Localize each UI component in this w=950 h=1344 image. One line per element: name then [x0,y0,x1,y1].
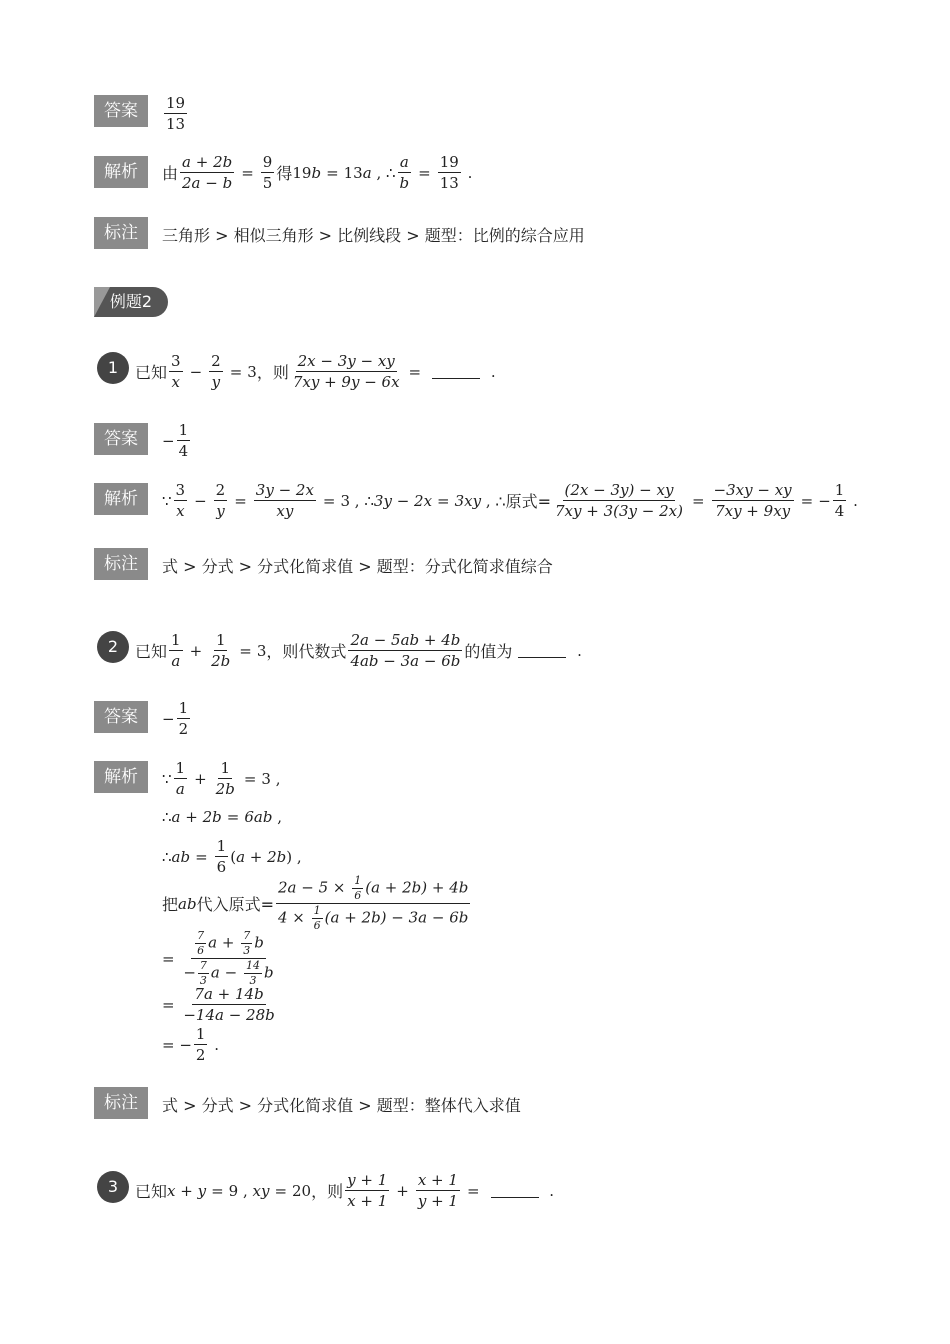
analysis-step-7: = − $\frac{1}{2}$ . [162,1025,219,1064]
analysis-label: 解析 [94,483,148,515]
question-number-3: 3 [97,1171,129,1203]
answer-blank[interactable] [432,364,480,379]
question-2-text: 已知 $\frac{1}{a}$ + $\frac{1}{2b}$ = 3 ，则代数式 $\frac{2a - 5ab + 4b}{4ab - 3a - 6b}$ 的值为 . [135,631,582,670]
tag-label: 标注 [94,548,148,580]
tag-text: 式 > 分式 > 分式化简求值 > 题型：分式化简求值综合 [162,557,553,576]
analysis-content: 由 $\frac{a + 2b}{2a - b}$ = $\frac{9}{5}$ 得 19 b = 13 a , ∴ $\frac{a}{b}$ = $\frac{19}{13}$ . [162,153,473,192]
tag-label: 标注 [94,1087,148,1119]
tag-text: 式 > 分式 > 分式化简求值 > 题型：整体代入求值 [162,1096,521,1115]
question-1-text: 已知 $\frac{3}{x}$ − $\frac{2}{y}$ = 3 ，则 $\frac{2x - 3y - xy}{7xy + 9y - 6x}$ = . [135,352,496,391]
question-number-2: 2 [97,631,129,663]
analysis-step-2: ∴ a + 2b = 6ab , [162,808,282,826]
answer-value: $\frac{19}{13}$ [166,94,186,133]
analysis-step-1: ∵ $\frac{1}{a}$ + $\frac{1}{2b}$ = 3 , [162,759,281,798]
question-number-1: 1 [97,352,129,384]
answer-value: − $\frac{1}{4}$ [162,421,189,460]
analysis-label: 解析 [94,761,148,793]
analysis-label: 解析 [94,156,148,188]
analysis-step-3: ∴ ab = $\frac{1}{6}$ ( a + 2b ) , [162,837,302,876]
analysis-step-5: = $\frac{7}{6}$ a + $\frac{7}{3}$ b − $\frac{7}{3}$ a − $\frac{14}{3}$ b [162,929,274,987]
answer-blank[interactable] [491,1183,539,1198]
tag-label: 标注 [94,217,148,249]
question-3-text: 已知 x + y = 9 , xy = 20 ，则 $\frac{y + 1}{x + 1}$ + $\frac{x + 1}{y + 1}$ = . [135,1171,555,1210]
example-badge-corner [94,287,110,317]
answer-label: 答案 [94,423,148,455]
example-badge: 例题2 [94,287,168,317]
answer-blank[interactable] [518,643,566,658]
analysis-content: ∵ $\frac{3}{x}$ − $\frac{2}{y}$ = $\frac{3y - 2x}{xy}$ = 3 , ∴ 3y − 2x = 3xy , ∴原式= $\frac{(2x - 3y) - xy}{7xy + 3(3y - 2x)}$ = $\frac{-3xy - xy}{7xy + 9xy}$ = − $\frac{1}{4}$ . [162,481,858,520]
answer-label: 答案 [94,701,148,733]
analysis-step-6: = $\frac{7a + 14b}{-14a - 28b}$ [162,985,275,1024]
tag-text: 三角形 > 相似三角形 > 比例线段 > 题型：比例的综合应用 [162,226,585,245]
answer-label: 答案 [94,95,148,127]
answer-value: − $\frac{1}{2}$ [162,699,189,738]
analysis-step-4: 把 ab 代入原式= 2a − 5 × $\frac{1}{6}$ (a + 2b) + 4b 4 × $\frac{1}{6}$ (a + 2b) − 3a − 6b [162,874,469,932]
